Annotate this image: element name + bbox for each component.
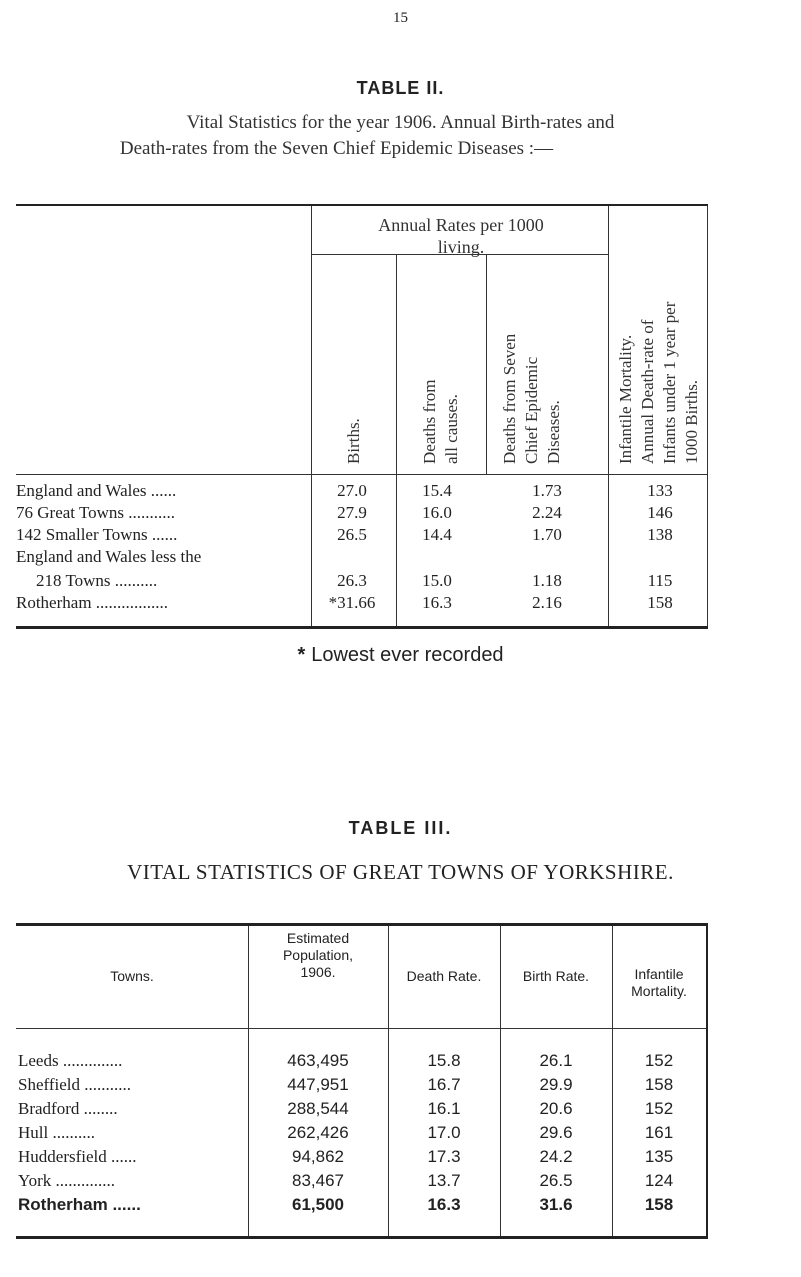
table3-col-infant-2: Mortality.	[631, 983, 687, 999]
birth-rate-value: 31.6	[539, 1195, 573, 1214]
table2-col-deaths-epi-1: Deaths from Seven	[500, 333, 519, 464]
town-name: Huddersfield ......	[18, 1147, 137, 1166]
table-row	[16, 1170, 706, 1192]
town-name: Rotherham ......	[18, 1195, 141, 1214]
footnote-text: Lowest ever recorded	[311, 644, 504, 666]
table2-col-infant-3: Infants under 1 year per	[660, 301, 679, 464]
population-value: 262,426	[287, 1123, 349, 1142]
table-row	[16, 570, 708, 592]
table2-divider	[16, 474, 708, 475]
table2-caption	[0, 110, 801, 162]
table2-group-header	[316, 214, 606, 258]
births-value: *31.66	[328, 593, 376, 612]
table2-col-infant-2: Annual Death-rate of	[638, 319, 657, 464]
table2-col-infant-4: 1000 Births.	[682, 379, 701, 464]
birth-rate-value: 20.6	[539, 1099, 573, 1118]
birth-rate-value: 29.6	[539, 1123, 573, 1142]
deaths-all-value: 14.4	[422, 525, 452, 544]
deaths-all-value: 15.4	[422, 481, 452, 500]
table-row	[16, 1074, 706, 1096]
infant-value: 146	[647, 503, 673, 522]
infant-value: 158	[647, 593, 673, 612]
birth-rate-value: 26.1	[539, 1051, 573, 1070]
table-row	[16, 524, 708, 546]
table3-divider	[16, 1028, 706, 1029]
births-value: 26.5	[337, 525, 367, 544]
population-value: 463,495	[287, 1051, 349, 1070]
population-value: 61,500	[292, 1195, 344, 1214]
table3-col-infant-1: Infantile	[634, 966, 684, 982]
town-name: Hull ..........	[18, 1123, 95, 1142]
death-rate-value: 17.0	[427, 1123, 461, 1142]
row-label: England and Wales less the	[16, 547, 202, 566]
table3-col-population-1: Estimated	[286, 930, 350, 946]
table2-col-deaths-epi-3: Diseases.	[544, 400, 563, 464]
deaths-all-value: 16.3	[422, 593, 452, 612]
deaths-epidemic-value: 1.18	[532, 571, 562, 590]
population-value: 94,862	[292, 1147, 344, 1166]
population-value: 447,951	[287, 1075, 349, 1094]
birth-rate-value: 29.9	[539, 1075, 573, 1094]
infant-value: 152	[644, 1051, 674, 1070]
infant-value: 138	[647, 525, 673, 544]
deaths-epidemic-value: 1.73	[532, 481, 562, 500]
row-label: 76 Great Towns ...........	[16, 503, 176, 522]
table3	[16, 923, 708, 1239]
table3-col-population	[248, 930, 388, 981]
table-row	[16, 480, 708, 502]
deaths-epidemic-value: 2.24	[532, 503, 562, 522]
table2-group-header-line2: living.	[437, 237, 485, 257]
infant-value: 158	[644, 1075, 674, 1094]
table2-col-deaths-all-2: all causes.	[442, 394, 461, 464]
row-label: England and Wales ......	[16, 481, 177, 500]
death-rate-value: 16.3	[427, 1195, 461, 1214]
table-row	[16, 1050, 706, 1072]
population-value: 83,467	[292, 1171, 344, 1190]
town-name: Bradford ........	[18, 1099, 118, 1118]
table2-col-births: Births.	[344, 418, 363, 464]
town-name: York ..............	[18, 1171, 115, 1190]
table3-title: TABLE III.	[348, 818, 453, 838]
table2-footnote	[0, 644, 801, 667]
table3-col-towns: Towns.	[110, 968, 154, 984]
deaths-epidemic-value: 2.16	[532, 593, 562, 612]
row-label: 142 Smaller Towns ......	[16, 525, 178, 544]
death-rate-value: 13.7	[427, 1171, 461, 1190]
table-row	[16, 1098, 706, 1120]
table2-caption-line1: Vital Statistics for the year 1906. Annual Birth-rates and	[186, 112, 615, 133]
population-value: 288,544	[287, 1099, 349, 1118]
footnote-star: *	[297, 644, 306, 666]
table-row	[16, 592, 708, 614]
row-label: Rotherham .................	[16, 593, 169, 612]
births-value: 26.3	[337, 571, 367, 590]
birth-rate-value: 24.2	[539, 1147, 573, 1166]
table3-col-population-3: 1906.	[300, 964, 336, 980]
infant-value: 158	[644, 1195, 674, 1214]
table2-divider	[486, 254, 487, 474]
deaths-all-value: 16.0	[422, 503, 452, 522]
table-row	[16, 546, 708, 568]
table2	[16, 204, 708, 629]
town-name: Leeds ..............	[18, 1051, 123, 1070]
table3-col-birth-rate: Birth Rate.	[522, 968, 590, 984]
infant-value: 161	[644, 1123, 674, 1142]
infant-value: 115	[647, 571, 673, 590]
table2-col-deaths-all-1: Deaths from	[420, 379, 439, 464]
death-rate-value: 17.3	[427, 1147, 461, 1166]
infant-value: 133	[647, 481, 673, 500]
table2-col-deaths-epi-2: Chief Epidemic	[522, 356, 541, 464]
table2-col-infant-1: Infantile Mortality.	[616, 334, 635, 464]
births-value: 27.9	[337, 503, 367, 522]
town-name: Sheffield ...........	[18, 1075, 132, 1094]
table2-group-header-line1: Annual Rates per 1000	[378, 215, 544, 235]
infant-value: 135	[644, 1147, 674, 1166]
table3-col-infant	[612, 966, 706, 1000]
death-rate-value: 15.8	[427, 1051, 461, 1070]
table-row	[16, 502, 708, 524]
table2-caption-line2: Death-rates from the Seven Chief Epidemic Diseases :—	[119, 138, 554, 159]
births-value: 27.0	[337, 481, 367, 500]
table-row	[16, 1122, 706, 1144]
row-label-continued: 218 Towns ..........	[36, 571, 158, 590]
deaths-all-value: 15.0	[422, 571, 452, 590]
table2-divider	[311, 206, 312, 472]
infant-value: 124	[644, 1171, 674, 1190]
death-rate-value: 16.7	[427, 1075, 461, 1094]
table2-title: TABLE II.	[356, 78, 445, 98]
table3-caption: VITAL STATISTICS OF GREAT TOWNS OF YORKSHIRE.	[127, 860, 674, 884]
death-rate-value: 16.1	[427, 1099, 461, 1118]
deaths-epidemic-value: 1.70	[532, 525, 562, 544]
table3-col-death-rate: Death Rate.	[406, 968, 482, 984]
table3-col-population-2: Population,	[282, 947, 354, 963]
birth-rate-value: 26.5	[539, 1171, 573, 1190]
table-row	[16, 1146, 706, 1168]
infant-value: 152	[644, 1099, 674, 1118]
table-row	[16, 1194, 706, 1216]
page-number: 15	[393, 10, 408, 26]
